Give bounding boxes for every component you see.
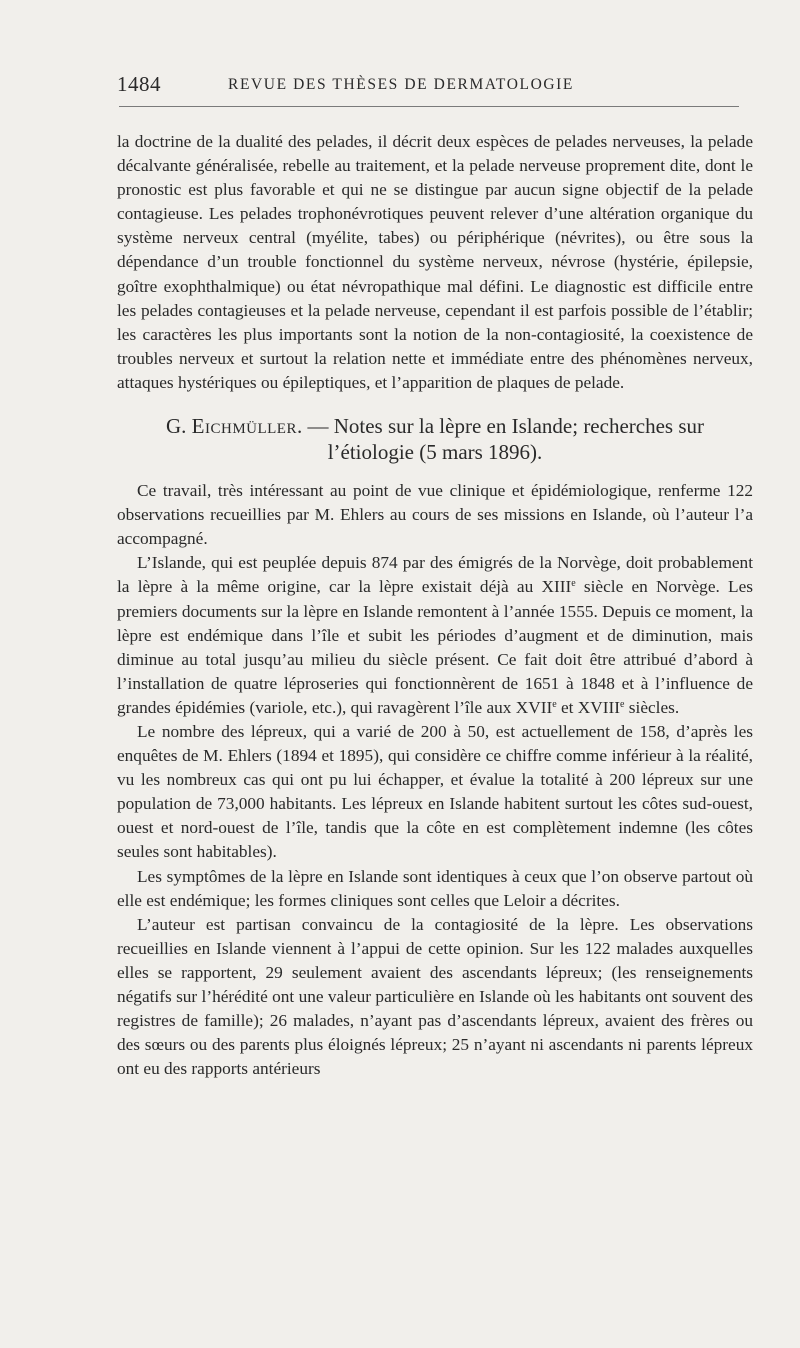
author-name: Eichmüller <box>191 414 297 439</box>
article-heading <box>117 413 753 465</box>
paragraph-symptoms: Les symptômes de la lèpre en Islande sont identiques à ceux que l’on observe partout où elle est endémique; les formes cliniques sont celles que Leloir a décrites. <box>117 866 753 910</box>
author-initial: G. <box>165 414 192 439</box>
paragraph-statistics: Le nombre des lépreux, qui a varié de 200 à 50, est actuellement de 158, d’après les enquêtes de M. Ehlers (1894 et 1895), qui considère ce chiffre comme inférieur à la réalité, vu les nombreux cas qui ont pu lui échapper, et évalue la totalité à 200 lépreux sur une population de 73,000 habitants. Les lépreux en Islande habitent surtout les côtes sud-ouest, ouest et nord-ouest de l’île, tandis que la côte en est complètement indemne (les côtes seules sont habitables). <box>117 721 753 862</box>
paragraph-history-part3: et XVIII <box>556 697 621 717</box>
superscript-e: e <box>552 698 557 710</box>
continued-paragraph: la doctrine de la dualité des pelades, il décrit deux espèces de pelades nerveuses, la pelade décalvante généralisée, rebelle au traitement, et la pelade nerveuse proprement dite, dont le pronostic est plus favorable et qui ne se distingue par aucun signe objectif de la pelade contagieuse. Les pelades trophonévrotiques peuvent relever d’une altération organique du système nerveux central (myélite, tabes) ou périphérique (névrites), ou être sous la dépendance d’un trouble fonctionnel du système nerveux, névrose (hystérie, épilepsie, goître exophthalmique) ou état névropathique mal défini. Le diagnostic est difficile entre les pelades contagieuses et la pelade nerveuse, cependant il est parfois possible de l’établir; les caractères les plus importants sont la notion de la non-contagiosité, la coexistence de troubles nerveux et surtout la relation nette et immédiate entre des phénomènes nerveux, attaques hystériques ou épileptiques, et l’apparition de plaques de pelade. <box>117 132 753 392</box>
paragraph-history <box>117 551 753 720</box>
paragraph-history-part1: L’Islande, qui est peuplée depuis 874 par des émigrés de la Norvège, doit probablement la lèpre à la même origine, car la lèpre existait déjà au XIII <box>117 553 753 597</box>
paragraph-history-part4: siècles. <box>624 697 680 717</box>
paragraph-contagion: L’auteur est partisan convaincu de la contagiosité de la lèpre. Les observations recueillies en Islande viennent à l’appui de cette opinion. Sur les 122 malades auxquelles elles se rapportent, 29 seulement avaient des ascendants lépreux; (les renseignements négatifs sur l’hérédité ont une valeur particulière en Islande où les habitants ont souvent des registres de famille); 26 malades, n’ayant pas d’ascendants lépreux, avaient des frères ou des sœurs ou des parents plus éloignés lépreux; 25 n’ayant ni ascendants ni parents lépreux ont eu des rapports antérieurs <box>117 914 753 1079</box>
superscript-e: e <box>620 698 625 710</box>
article-title-line1: Notes sur la lèpre en Islande; recherches sur <box>333 414 704 439</box>
article-title-line2: l’étiologie (5 mars 1896). <box>327 440 543 465</box>
paragraph-intro: Ce travail, très intéressant au point de vue clinique et épidémiologique, renferme 122 observations recueillies par M. Ehlers au cours de ses missions en Islande, où l’auteur l’a accompagné. <box>117 481 753 549</box>
header-rule <box>119 106 739 107</box>
page-header <box>117 72 742 102</box>
body-text <box>117 130 753 1081</box>
heading-separator: . — <box>296 414 334 439</box>
page-number: 1484 <box>117 72 161 96</box>
running-head: REVUE DES THÈSES DE DERMATOLOGIE <box>228 76 574 93</box>
superscript-e: e <box>571 578 576 590</box>
paragraph-history-part2: siècle en Norvège. Les premiers documents sur la lèpre en Islande remontent à l’année 1555. Depuis ce moment, la lèpre est endémique dans l’île et subit les périodes d’augment et de diminution, mais diminue au total jusqu’au milieu du siècle présent. Ce fait doit être attribué d’abord à l’installation de quatre léproseries qui fonctionnèrent de 1651 à 1848 et à l’influence de grandes épidémies (variole, etc.), qui ravagèrent l’île aux XVII <box>117 577 753 717</box>
